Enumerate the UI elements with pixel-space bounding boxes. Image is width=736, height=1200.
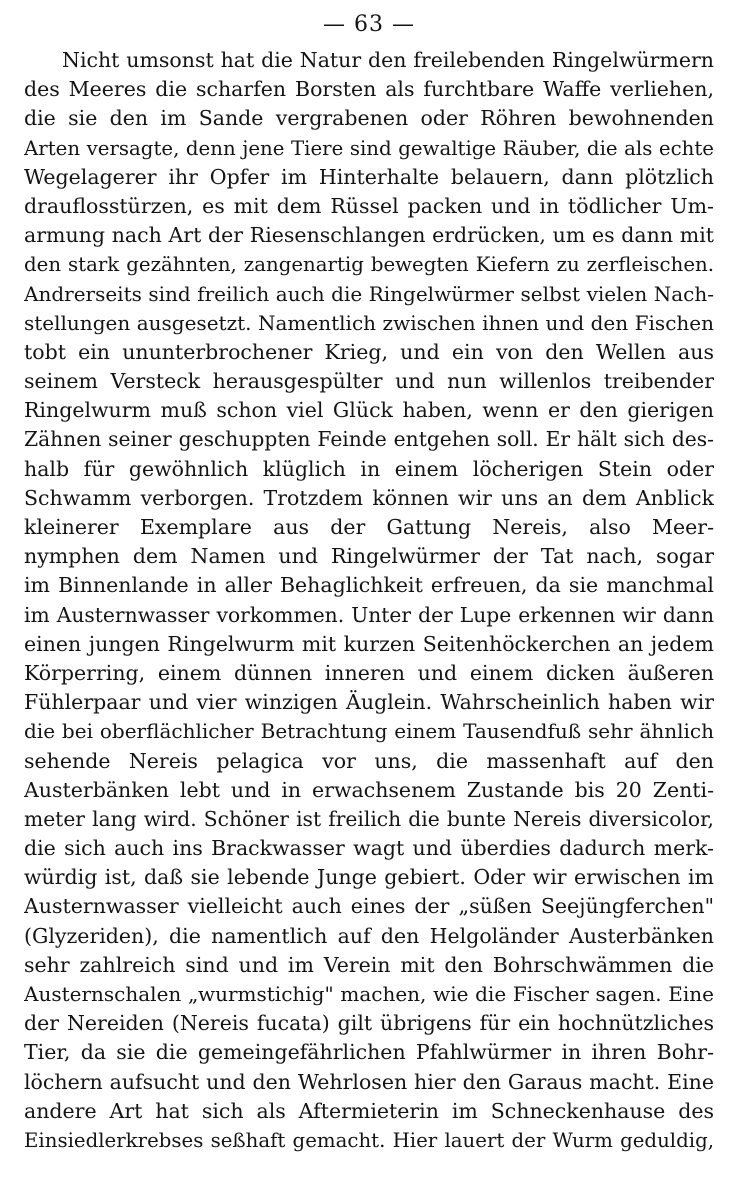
text-line: Andrerseits sind freilich auch die Ringelwürmer selbst vielen Nach- — [24, 281, 714, 306]
text-line: andere Art hat sich als Aftermieterin im Schneckenhause des — [24, 1098, 714, 1123]
text-line: nymphen dem Namen und Ringelwürmer der Tat nach, sogar — [24, 544, 714, 569]
text-line: Körperring, einem dünnen inneren und einem dicken äußeren — [24, 660, 714, 685]
text-line: meter lang wird. Schöner ist freilich die bunte Nereis diversicolor, — [24, 806, 714, 831]
text-line: die bei oberflächlicher Betrachtung einem Tausendfuß sehr ähnlich — [24, 719, 714, 744]
text-line: tobt ein ununterbrochener Krieg, und ein von den Wellen aus — [24, 339, 714, 364]
text-line: armung nach Art der Riesenschlangen erdrücken, um es dann mit — [24, 223, 714, 248]
text-line: Zähnen seiner geschuppten Feinde entgehen soll. Er hält sich des- — [24, 427, 714, 452]
text-line: Austernschalen „wurmstichig" machen, wie die Fischer sagen. Eine — [24, 982, 714, 1006]
page-number: — 63 — — [323, 12, 415, 37]
body-text — [24, 46, 714, 1155]
text-line: Austerbänken lebt und in erwachsenem Zustande bis 20 Zenti- — [24, 777, 714, 802]
text-line: halb für gewöhnlich klüglich in einem löcherigen Stein oder — [24, 456, 714, 481]
text-line: Arten versagte, denn jene Tiere sind gewaltige Räuber, die als echte — [24, 136, 714, 160]
text-line: drauflosstürzen, es mit dem Rüssel packen und in tödlicher Um- — [24, 193, 714, 218]
text-line: Schwamm verborgen. Trotzdem können wir uns an dem Anblick — [24, 485, 714, 510]
text-line: im Austernwasser vorkommen. Unter der Lupe erkennen wir dann — [24, 602, 714, 627]
text-line: Ringelwurm muß schon viel Glück haben, wenn er den gierigen — [24, 398, 714, 423]
text-line: Einsiedlerkrebses seßhaft gemacht. Hier lauert der Wurm geduldig, — [24, 1128, 714, 1152]
text-line: Austernwasser vielleicht auch eines der „süßen Seejüngferchen" — [24, 894, 714, 919]
text-line: Wegelagerer ihr Opfer im Hinterhalte belauern, dann plötzlich — [24, 164, 714, 189]
text-line: würdig ist, daß sie lebende Junge gebiert. Oder wir erwischen im — [24, 865, 714, 890]
text-line: der Nereiden (Nereis fucata) gilt übrigens für ein hochnützliches — [24, 1011, 714, 1036]
text-line: Fühlerpaar und vier winzigen Äuglein. Wahrscheinlich haben wir — [24, 690, 714, 715]
text-line: löchern aufsucht und den Wehrlosen hier den Garaus macht. Eine — [24, 1069, 714, 1094]
text-line: Nicht umsonst hat die Natur den freilebenden Ringelwürmern — [62, 48, 714, 72]
text-line: sehr zahlreich sind und im Verein mit den Bohrschwämmen die — [24, 952, 714, 977]
text-line: stellungen ausgesetzt. Namentlich zwischen ihnen und den Fischen — [24, 310, 714, 335]
text-line: sehende Nereis pelagica vor uns, die massenhaft auf den — [24, 748, 714, 773]
text-line: (Glyzeriden), die namentlich auf den Helgoländer Austerbänken — [24, 923, 714, 948]
text-line: im Binnenlande in aller Behaglichkeit erfreuen, da sie manchmal — [24, 573, 714, 598]
text-line: die sie den im Sande vergrabenen oder Röhren bewohnenden — [24, 106, 714, 131]
text-line: Tier, da sie die gemeingefährlichen Pfahlwürmer in ihren Bohr- — [24, 1040, 714, 1065]
text-line: kleinerer Exemplare aus der Gattung Nereis, also Meer- — [24, 515, 714, 539]
text-line: seinem Versteck herausgespülter und nun willenlos treibender — [24, 369, 714, 394]
text-line: den stark gezähnten, zangenartig bewegten Kiefern zu zerfleischen. — [24, 253, 714, 277]
text-line: die sich auch ins Brackwasser wagt und überdies dadurch merk- — [24, 836, 714, 861]
text-line: des Meeres die scharfen Borsten als furchtbare Waffe verliehen, — [24, 77, 714, 102]
text-line: einen jungen Ringelwurm mit kurzen Seitenhöckerchen an jedem — [24, 631, 714, 656]
